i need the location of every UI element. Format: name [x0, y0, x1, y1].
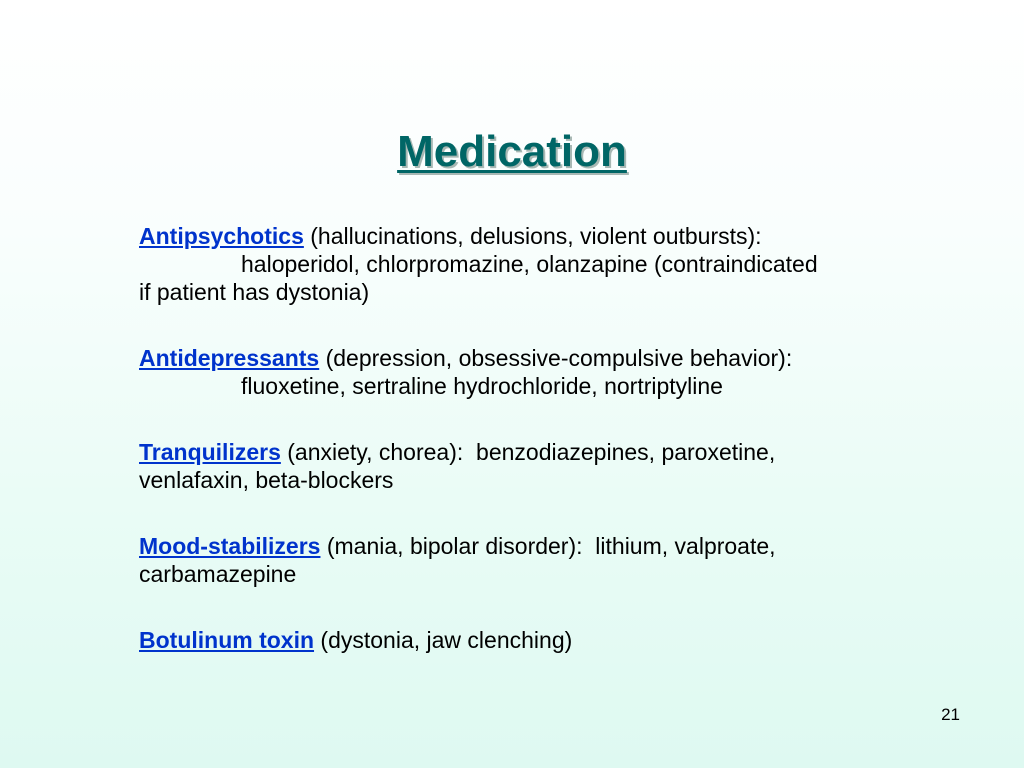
medication-list	[139, 222, 969, 692]
item-text-indented: fluoxetine, sertraline hydrochloride, nortriptyline	[241, 373, 723, 399]
item-text: venlafaxin, beta-blockers	[139, 467, 394, 493]
list-item-antipsychotics	[139, 222, 969, 306]
term-tranquilizers[interactable]: Tranquilizers	[139, 439, 281, 465]
item-text: carbamazepine	[139, 561, 297, 587]
list-item-antidepressants	[139, 344, 969, 400]
item-text: (dystonia, jaw clenching)	[314, 627, 573, 653]
term-antipsychotics[interactable]: Antipsychotics	[139, 223, 304, 249]
item-text: (depression, obsessive-compulsive behavior):	[319, 345, 793, 371]
list-item-mood-stabilizers	[139, 532, 969, 588]
term-botulinum-toxin[interactable]: Botulinum toxin	[139, 627, 315, 653]
item-text-indented: haloperidol, chlorpromazine, olanzapine (contraindicated	[241, 251, 818, 277]
term-mood-stabilizers[interactable]: Mood-stabilizers	[139, 533, 321, 559]
term-antidepressants[interactable]: Antidepressants	[139, 345, 320, 371]
slide-title: Medication	[397, 127, 627, 176]
list-item-botulinum-toxin	[139, 626, 969, 654]
page-number: 21	[941, 705, 960, 724]
item-text: (hallucinations, delusions, violent outbursts):	[303, 223, 762, 249]
item-text: if patient has dystonia)	[139, 279, 370, 305]
item-text: (mania, bipolar disorder): lithium, valproate,	[320, 533, 776, 559]
item-text: (anxiety, chorea): benzodiazepines, paroxetine,	[280, 439, 776, 465]
list-item-tranquilizers	[139, 438, 969, 494]
